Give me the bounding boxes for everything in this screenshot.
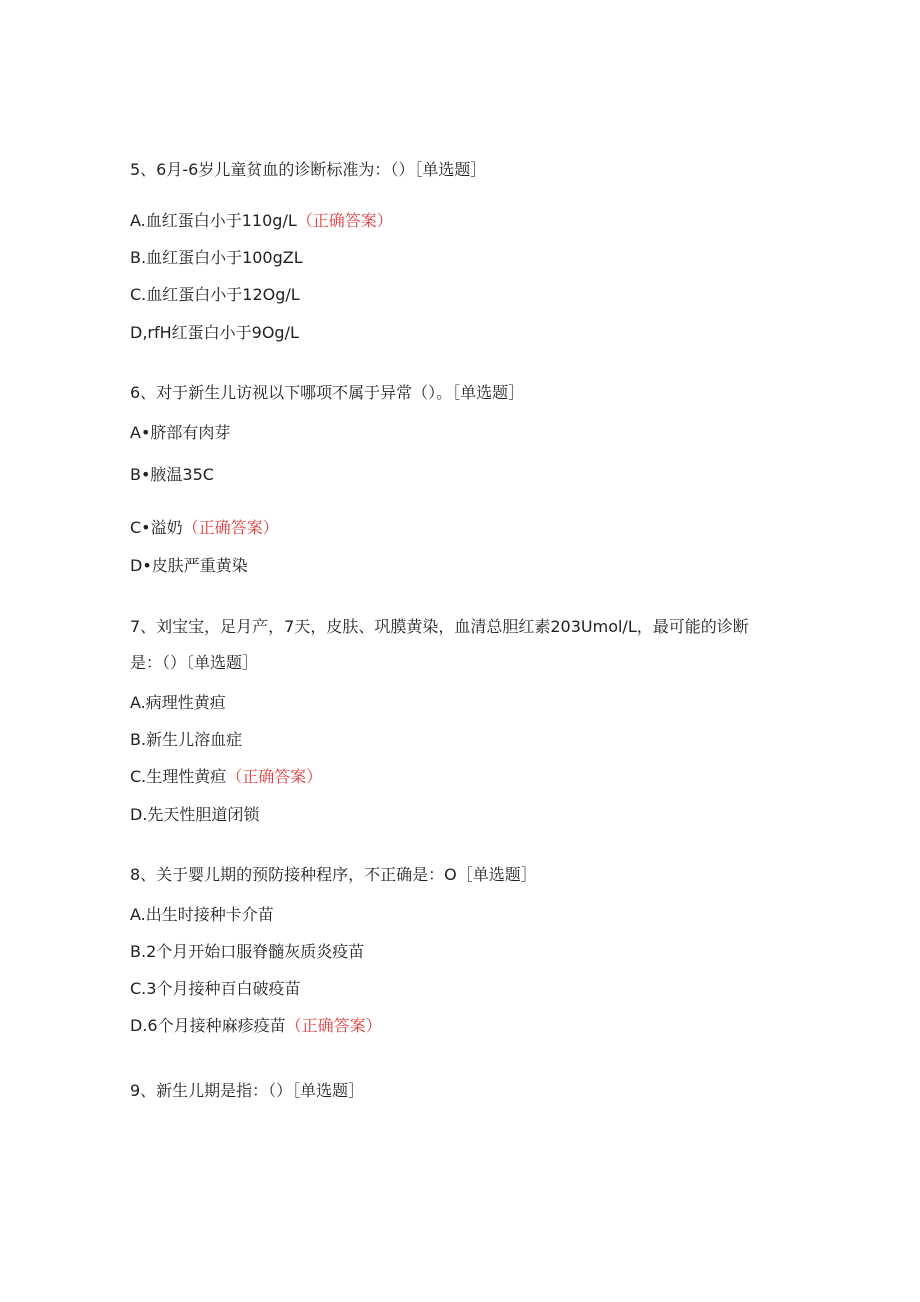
option-text: C.生理性黄疸 [130, 767, 227, 786]
option-text: A•脐部有肉芽 [130, 423, 231, 442]
correct-answer-mark: （正确答案） [285, 1016, 382, 1035]
option-text: A.病理性黄疸 [130, 693, 226, 712]
question-7-stem-line-1: 7、刘宝宝，足月产，7天，皮肤、巩膜黄染，血清总胆红素203Umol/L，最可能的诊断 [130, 617, 749, 636]
option-text: D.6个月接种麻疹疫苗 [130, 1016, 286, 1035]
question-9-stem: 9、新生儿期是指：（）［单选题］ [130, 1081, 365, 1100]
option-text: C.3个月接种百白破疫苗 [130, 979, 301, 998]
question-6-option-c [130, 518, 279, 538]
option-text: C•溢奶 [130, 518, 183, 537]
question-8-stem: 8、关于婴儿期的预防接种程序，不正确是：O［单选题］ [130, 865, 537, 884]
question-6-option-d [130, 556, 248, 576]
option-text: B.2个月开始口服脊髓灰质炎疫苗 [130, 942, 365, 961]
question-5-option-a [130, 211, 393, 231]
correct-answer-mark: （正确答案） [226, 767, 323, 786]
correct-answer-mark: （正确答案） [182, 518, 279, 537]
question-7-option-d [130, 805, 259, 825]
question-8-option-a [130, 905, 274, 925]
option-text: D.先天性胆道闭锁 [130, 805, 260, 824]
question-5-stem: 5、6月-6岁儿童贫血的诊断标准为：（）［单选题］ [130, 160, 487, 179]
option-text: D•皮肤严重黄染 [130, 556, 248, 575]
question-5-option-b [130, 248, 303, 268]
correct-answer-mark: （正确答案） [296, 211, 393, 230]
option-text: A.出生时接种卡介苗 [130, 905, 274, 924]
option-text: A.血红蛋白小于110g/L [130, 211, 297, 230]
question-6-stem: 6、对于新生儿访视以下哪项不属于异常（）。［单选题］ [130, 383, 525, 402]
question-6-option-a [130, 423, 230, 443]
question-7-option-a [130, 693, 226, 713]
question-5-option-d [130, 323, 299, 343]
question-8-option-c [130, 979, 300, 999]
option-text: B.血红蛋白小于100gZL [130, 248, 303, 267]
question-8-option-d [130, 1016, 382, 1036]
option-text: C.血红蛋白小于12Og/L [130, 285, 300, 304]
question-6-option-b [130, 465, 214, 485]
question-8-option-b [130, 942, 364, 962]
option-text: D,rfH红蛋白小于9Og/L [130, 323, 299, 342]
question-7-option-b [130, 730, 242, 750]
option-text: B.新生儿溶血症 [130, 730, 243, 749]
option-text: B•腋温35C [130, 465, 214, 484]
question-7-stem-line-2: 是：（）〔单选题］ [130, 653, 259, 672]
question-7-option-c [130, 767, 322, 787]
question-5-option-c [130, 285, 300, 305]
